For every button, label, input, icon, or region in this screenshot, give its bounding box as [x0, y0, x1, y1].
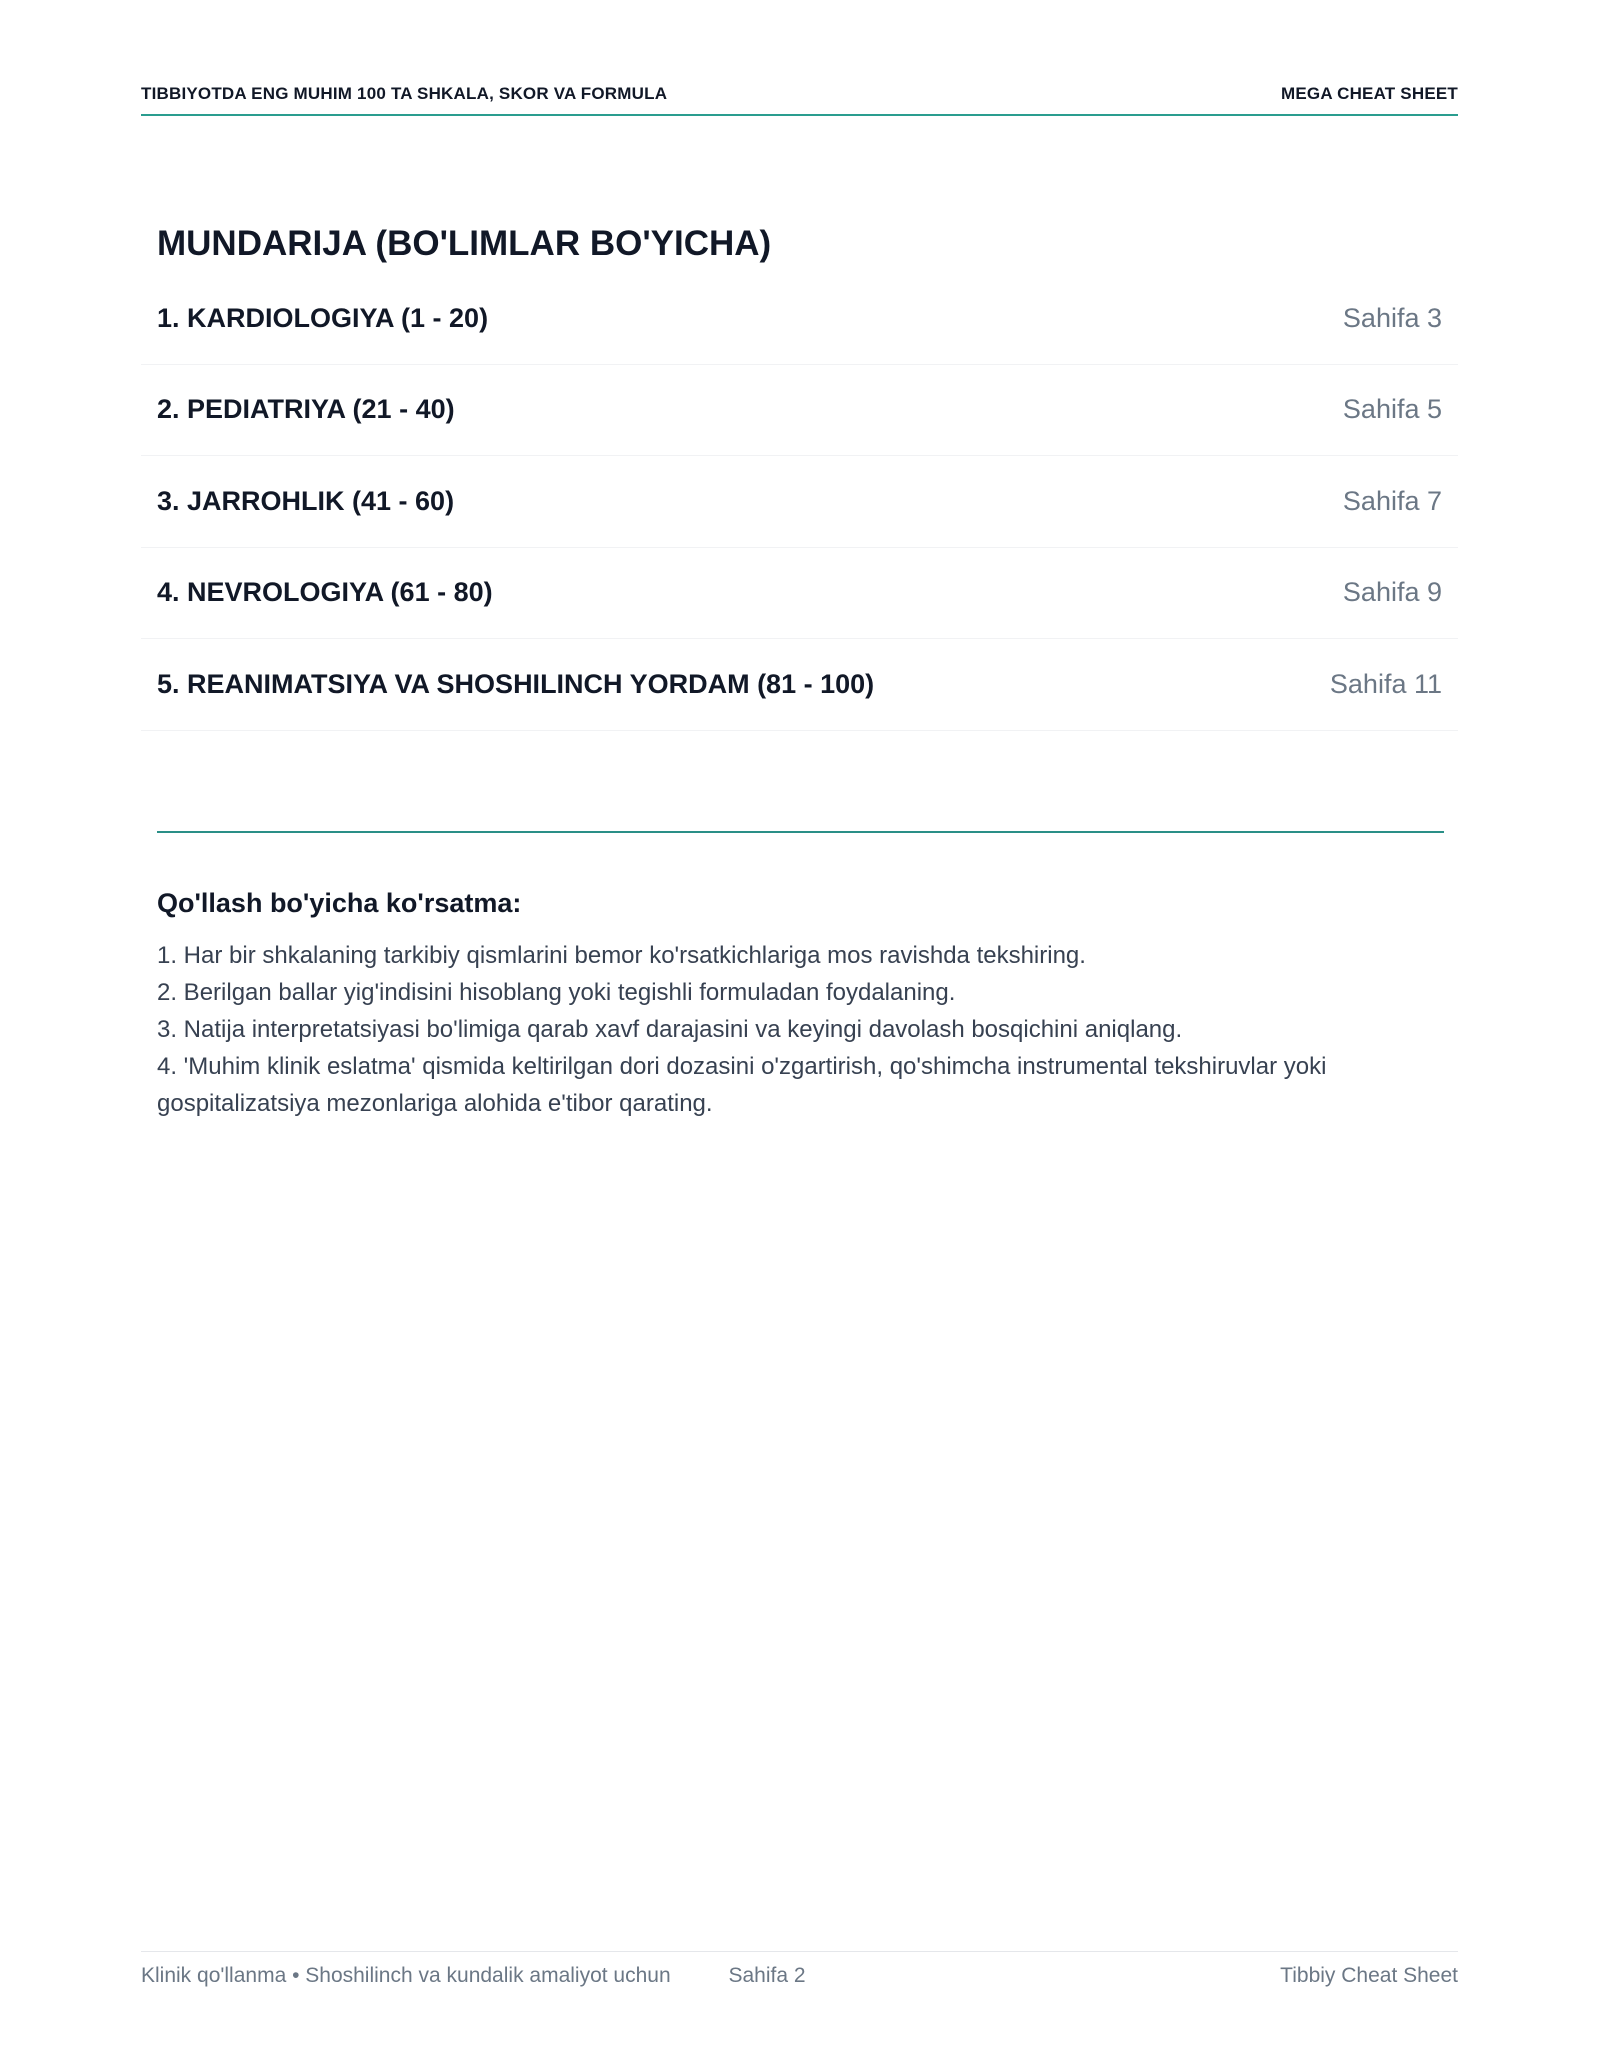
footer-brand: Tibbiy Cheat Sheet [1280, 1964, 1458, 1987]
toc-item-cardiology[interactable] [141, 273, 1458, 365]
toc-item-page: Sahifa 5 [1342, 394, 1442, 425]
header-title: TIBBIYOTDA ENG MUHIM 100 TA SHKALA, SKOR VA FORMULA [141, 84, 668, 103]
table-of-contents [141, 292, 1458, 750]
toc-item-surgery[interactable] [141, 456, 1458, 548]
instructions-list [157, 937, 1447, 1122]
page-header [141, 84, 1458, 116]
toc-item-label: 4. NEVROLOGIYA (61 - 80) [157, 577, 493, 608]
toc-item-page: Sahifa 11 [1329, 668, 1442, 699]
toc-item-page: Sahifa 9 [1342, 577, 1442, 608]
toc-title: MUNDARIJA (BO'LIMLAR BO'YICHA) [157, 224, 772, 263]
footer-page-number: Sahifa 2 [728, 1964, 806, 1987]
instruction-item: 1. Har bir shkalaning tarkibiy qismlarini bemor ko'rsatkichlariga mos ravishda tekshiring. [157, 942, 1086, 969]
toc-item-label: 1. KARDIOLOGIYA (1 - 20) [157, 302, 489, 333]
footer-description: Klinik qo'llanma • Shoshilinch va kundalik amaliyot uchun [141, 1964, 671, 1987]
toc-item-label: 3. JARROHLIK (41 - 60) [157, 485, 455, 516]
footer-left [141, 1964, 806, 1988]
instruction-item: 4. 'Muhim klinik eslatma' qismida keltirilgan dori dozasini o'zgartirish, qo'shimcha instrumental tekshiruvlar yoki gospitalizatsiya mezonlariga alohida e'tibor qarating. [157, 1053, 1327, 1117]
header-subtitle: MEGA CHEAT SHEET [1281, 84, 1458, 103]
instruction-item: 3. Natija interpretatsiyasi bo'limiga qarab xavf darajasini va keyingi davolash bosqichini aniqlang. [157, 1016, 1183, 1043]
page-footer [141, 1951, 1458, 1988]
toc-item-label: 2. PEDIATRIYA (21 - 40) [157, 394, 455, 425]
toc-item-neurology[interactable] [141, 548, 1458, 640]
toc-item-pediatrics[interactable] [141, 365, 1458, 457]
toc-item-resuscitation[interactable] [141, 639, 1458, 731]
section-divider [157, 831, 1444, 833]
instruction-item: 2. Berilgan ballar yig'indisini hisoblang yoki tegishli formuladan foydalaning. [157, 979, 956, 1006]
instructions-title: Qo'llash bo'yicha ko'rsatma: [157, 888, 522, 918]
toc-item-page: Sahifa 3 [1342, 302, 1442, 333]
toc-item-page: Sahifa 7 [1342, 485, 1442, 516]
toc-item-label: 5. REANIMATSIYA VA SHOSHILINCH YORDAM (81 - 100) [157, 668, 875, 699]
